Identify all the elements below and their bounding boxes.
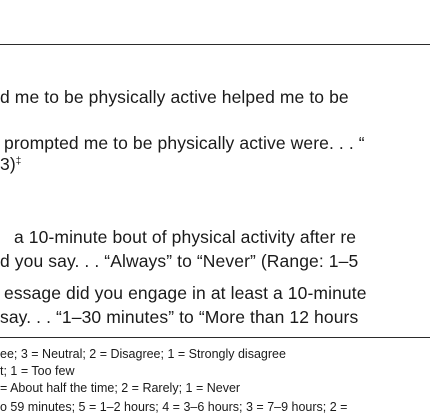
footnote-line-3: = About half the time; 2 = Rarely; 1 = Never <box>0 381 241 395</box>
table-text-line-5: d you say. . . “Always” to “Never” (Range: 1–5 <box>0 251 359 271</box>
table-text-line-6: essage did you engage in at least a 10-minute <box>4 283 367 303</box>
footnote-line-1: ee; 3 = Neutral; 2 = Disagree; 1 = Strongly disagree <box>0 347 286 361</box>
footnote-line-2: t; 1 = Too few <box>0 364 75 378</box>
table-top-rule <box>0 44 430 45</box>
table-text-line-1: d me to be physically active helped me to be <box>0 87 349 107</box>
table-text-line-7: say. . . “1–30 minutes” to “More than 12 hours <box>0 307 359 327</box>
table-text-line-4: a 10-minute bout of physical activity after re <box>14 227 357 247</box>
table-text-line-2: prompted me to be physically active were. . . “ <box>4 133 365 153</box>
table-bottom-rule <box>0 337 430 338</box>
double-dagger-mark: ‡ <box>15 156 22 167</box>
table-text-line-3: 3)‡ <box>0 154 22 174</box>
footnote-line-4: o 59 minutes; 5 = 1–2 hours; 4 = 3–6 hours; 3 = 7–9 hours; 2 = <box>0 400 348 414</box>
